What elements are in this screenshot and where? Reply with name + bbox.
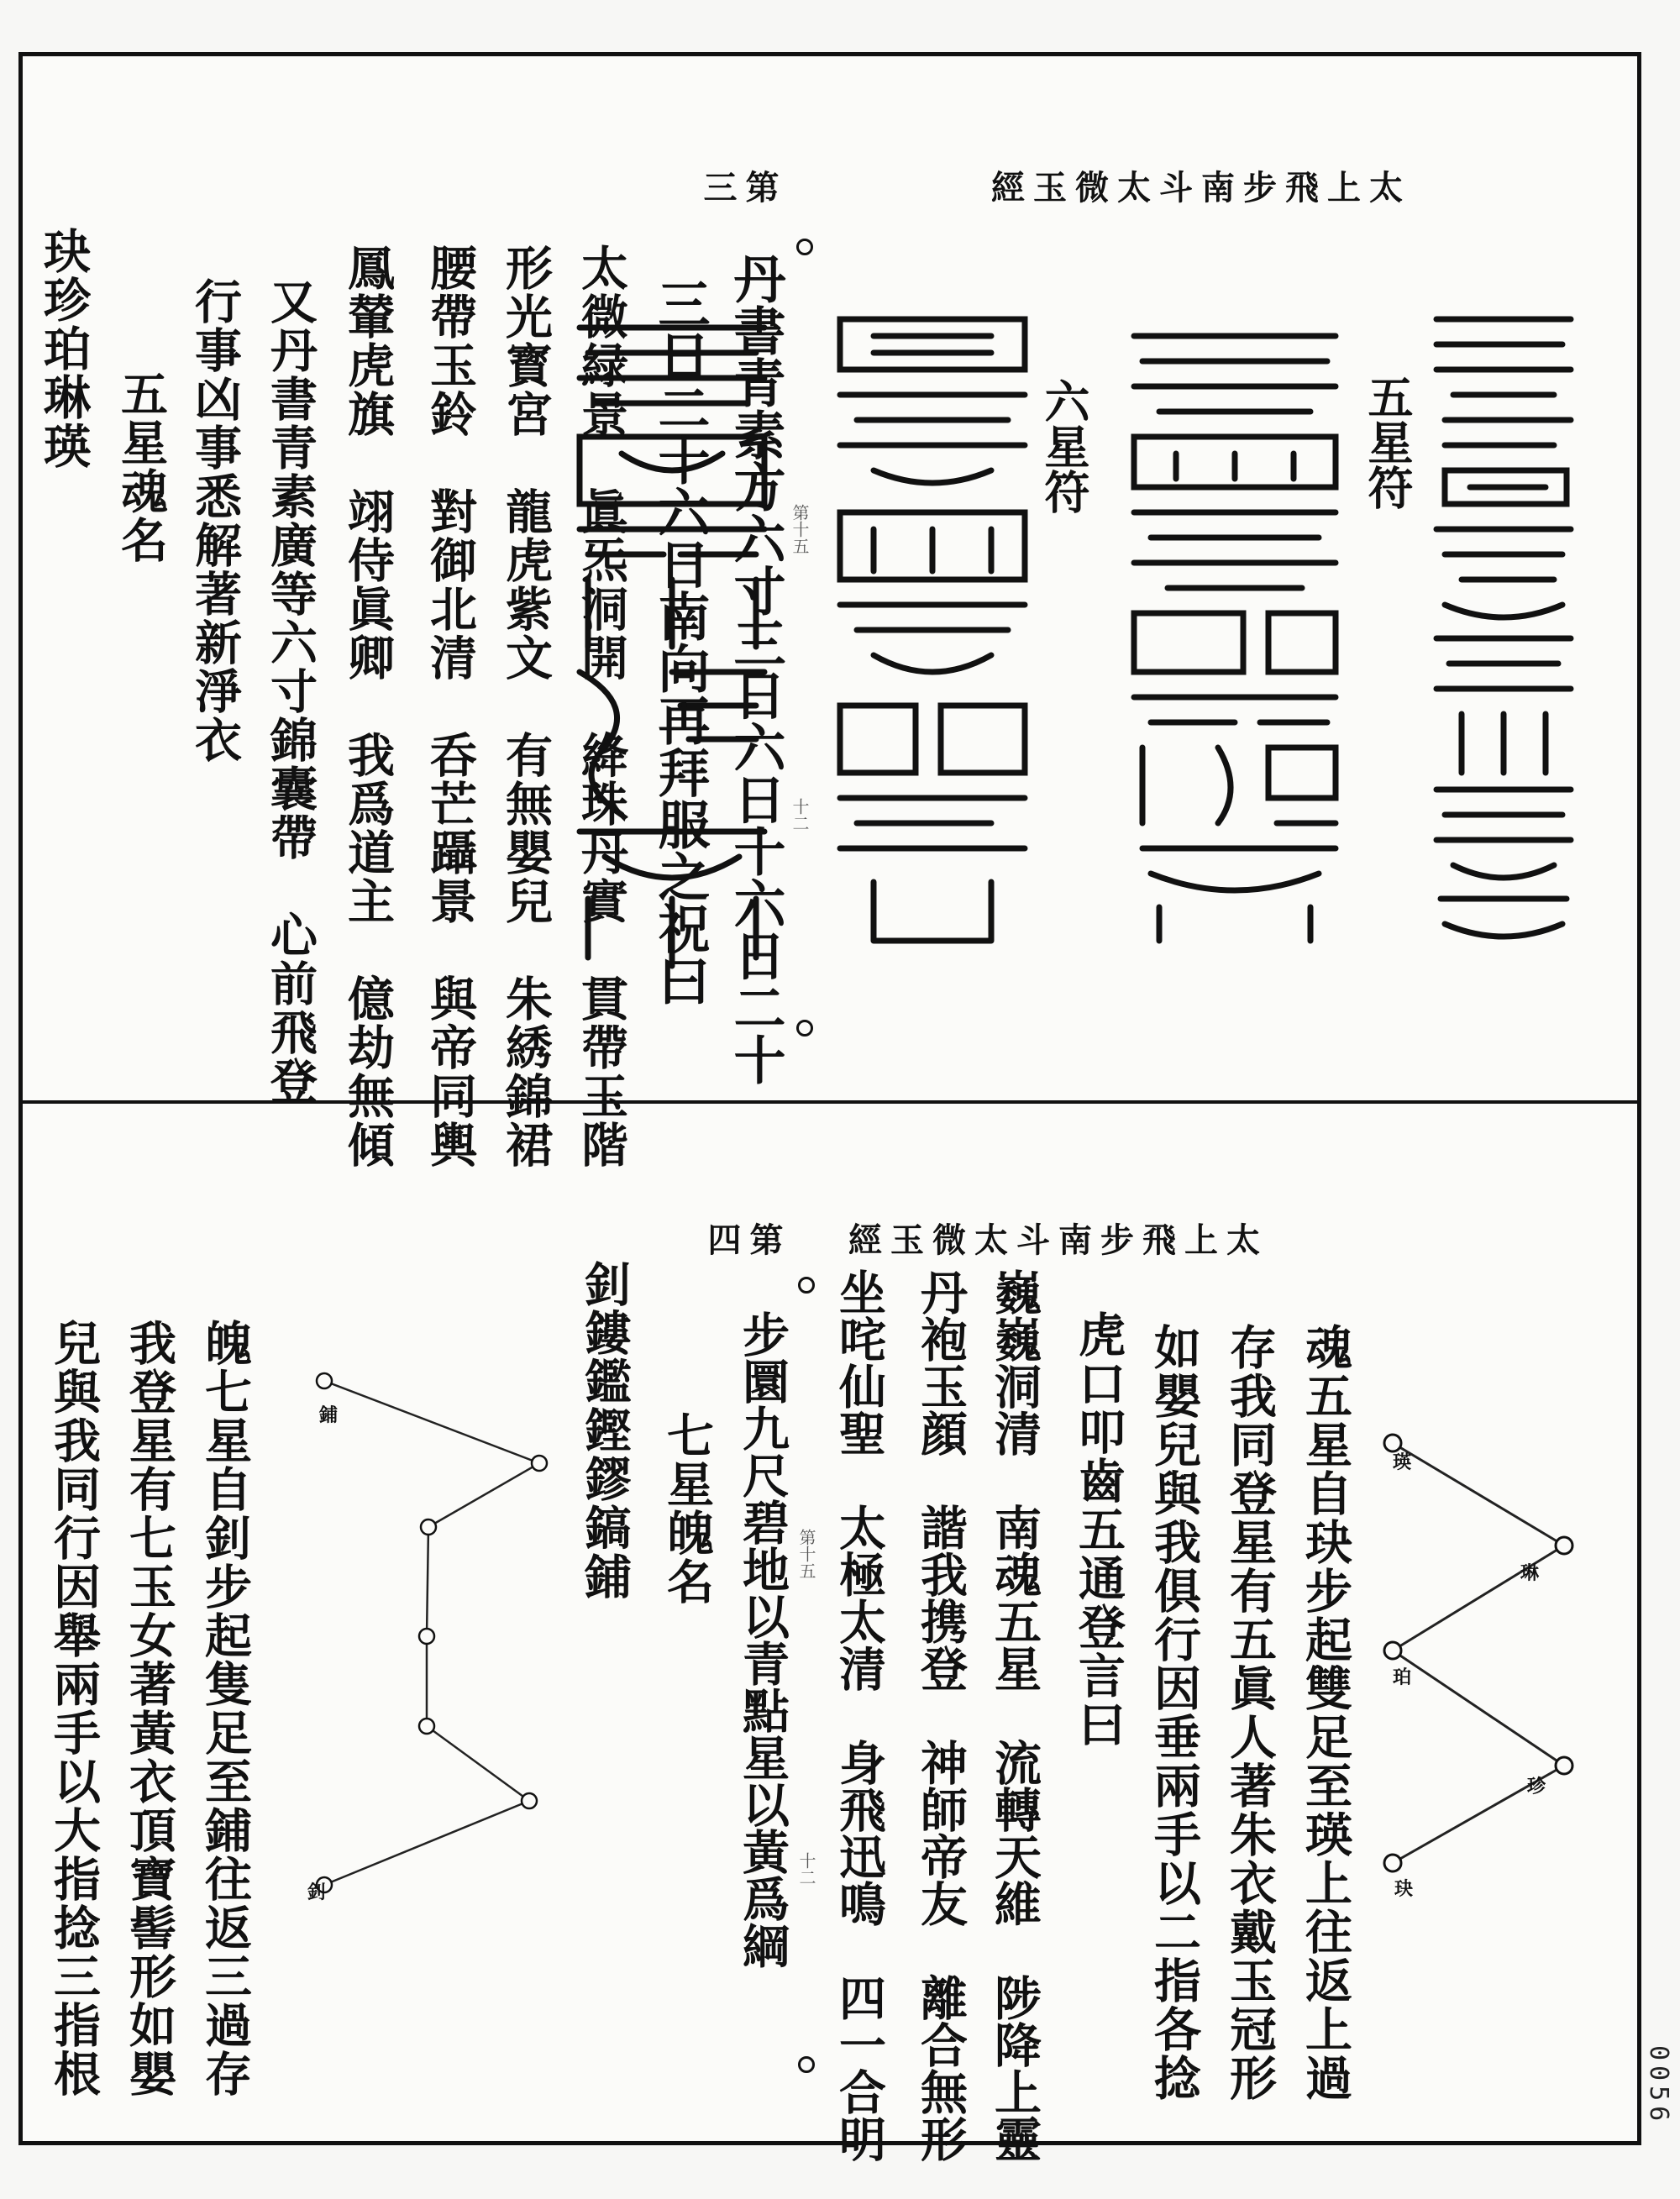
star-node-zhen [1556, 1757, 1572, 1774]
star-node-po [1384, 1642, 1401, 1659]
seven-star-edge-1 [324, 1381, 539, 1463]
bottom-text-line-1: 魂五星自玦步起雙足至瑛上往返上過 [1298, 1323, 1353, 2102]
seven-star-edge-5 [427, 1726, 529, 1801]
section-title-seven-star-names: 七星魄名 [659, 1411, 715, 1606]
six-star-talisman-second-image [806, 311, 815, 319]
margin-note-bottom-2: 十二 [796, 1852, 816, 1886]
five-star-diagram-svg [1369, 1420, 1571, 1890]
top-header-chapter: 第三 [703, 168, 788, 207]
verse-line-5: 又丹書青素廣等六寸錦囊帶 心前飛登 [263, 277, 318, 1105]
star-node-3 [421, 1519, 436, 1535]
marker-circle-bottom [798, 1277, 815, 1294]
five-star-talisman-image [1420, 302, 1588, 958]
marker-circle-top-2 [796, 1020, 813, 1037]
star-node-4 [419, 1629, 434, 1644]
star-node-6 [522, 1793, 537, 1808]
bottom-text-line-4: 虎口叩齒五通登言曰 [1071, 1310, 1126, 1749]
top-header-title: 太上飛步南斗太微玉經 [991, 168, 1411, 207]
star-node-2 [532, 1456, 547, 1471]
six-star-talisman-image [823, 302, 1042, 958]
seven-star-edge-2 [428, 1463, 539, 1527]
star-node-pu [317, 1373, 332, 1388]
seven-star-edge-6 [324, 1801, 529, 1885]
verse-line-6: 行事凶事悉解著新淨衣 [187, 277, 243, 764]
verse-line-2: 形光寳宮 龍虎紫文 有無嬰兒 朱綉錦裙 [498, 244, 554, 1169]
bottom-left-line-3: 兒與我同行因舉兩手以大指捻三指根 [46, 1319, 102, 2098]
bottom-ritual-line: 步圜九尺碧地以青點星以黃爲綱 [735, 1310, 790, 1969]
star-label-jue: 玦 [1394, 1878, 1414, 1900]
star-label-ying: 瑛 [1393, 1451, 1412, 1473]
star-label-pu: 鋪 [319, 1404, 339, 1426]
top-header-chapter-wrap [693, 161, 798, 209]
page-number: 0056 [1644, 2045, 1673, 2127]
top-header-title-wrap [991, 161, 1411, 209]
seven-star-edge-3 [427, 1527, 428, 1636]
section-title-five-star-names: 五星魂名 [113, 370, 169, 564]
marker-circle-top [796, 239, 813, 255]
ritual-line-2: 三日二十六日南向再拜服之祝曰 [649, 277, 711, 1006]
bottom-header-chapter: 第四 [707, 1220, 792, 1260]
bottom-header-chapter-wrap [697, 1214, 802, 1262]
five-star-edge-1 [1393, 1443, 1564, 1546]
seven-star-names-line: 釗鏤鑑鏗鏐鎬鋪 [577, 1260, 633, 1601]
star-node-lin [1556, 1537, 1572, 1554]
star-label-lin: 琳 [1520, 1562, 1540, 1584]
five-star-talisman-second-image [1109, 319, 1361, 958]
label-five-star-talisman: 五星符 [1361, 374, 1415, 510]
bottom-verse-line-2: 丹袍玉顔 諧我携登 神師帝友 離合無形 [913, 1268, 969, 2162]
bottom-header-title: 太上飛步南斗太微玉經 [848, 1220, 1268, 1260]
panel-divider [18, 1100, 1641, 1104]
star-node-5 [419, 1719, 434, 1734]
margin-note-top-2: 十二 [790, 798, 810, 832]
marker-circle-bottom-2 [798, 2056, 815, 2073]
verse-line-1: 太微緑景 眞炁洞開 絳珠丹實 貫帶玉階 [574, 244, 629, 1169]
margin-note-top-1: 第十五 [790, 504, 810, 554]
star-node-jue [1384, 1855, 1401, 1871]
five-star-edge-3 [1393, 1651, 1564, 1766]
five-star-diagram [1369, 1420, 1571, 1900]
seven-star-diagram [302, 1369, 554, 1907]
star-label-zhao: 釗 [307, 1881, 327, 1903]
five-star-names-line: 玦珍珀琳瑛 [36, 227, 92, 470]
star-label-zhen: 珍 [1527, 1776, 1546, 1798]
bottom-verse-line-3: 坐咤仙聖 太極太清 身飛迅鳴 四一合明 [832, 1268, 887, 2162]
bottom-header-title-wrap [840, 1214, 1277, 1262]
verse-line-3: 腰帶玉鈴 對御北清 呑芒躡景 與帝同輿 [423, 244, 478, 1169]
seven-star-diagram-svg [302, 1369, 554, 1907]
bottom-left-line-2: 我登星有七玉女著黃衣頂寶髻形如嬰 [122, 1319, 177, 2098]
margin-note-bottom-1: 第十五 [796, 1529, 816, 1579]
star-label-po: 珀 [1393, 1666, 1412, 1688]
bottom-text-line-3: 如嬰兒與我俱行因垂兩手以二指各捻 [1147, 1323, 1202, 2102]
verse-line-4: 鳳輦虎旗 翊侍眞卿 我爲道主 億劫無傾 [340, 244, 396, 1169]
ritual-line-1: 丹書青素方六寸三日六日十六日二十 [725, 252, 786, 1085]
label-six-star-talisman: 六星符 [1037, 378, 1091, 514]
bottom-text-line-2: 存我同登星有五眞人著朱衣戴玉冠形 [1222, 1323, 1278, 2102]
bottom-left-line-1: 魄七星自釗步起隻足至鋪往返三過存 [197, 1319, 253, 2098]
bottom-verse-line-1: 巍巍洞清 南魂五星 流轉天維 陟降上靈 [987, 1268, 1042, 2162]
